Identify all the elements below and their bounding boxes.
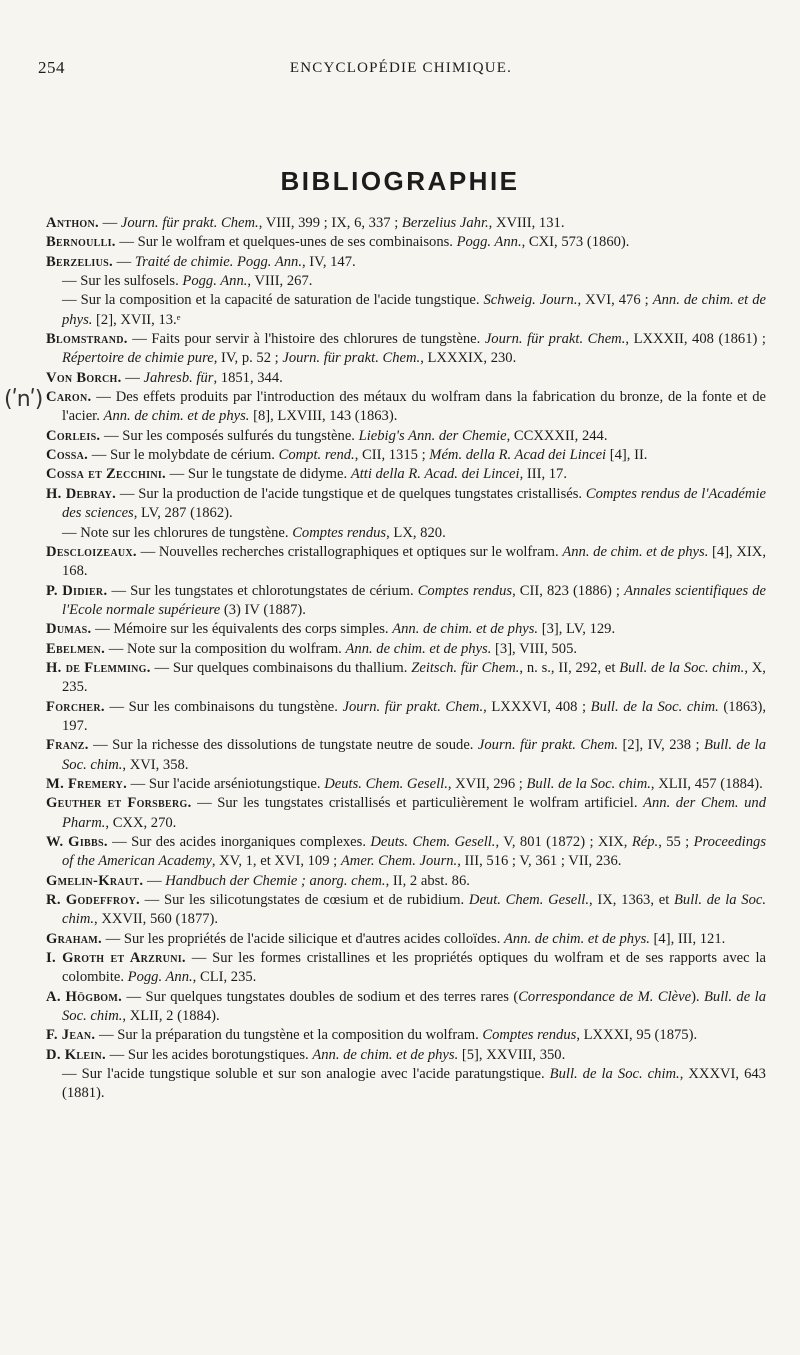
entry-text: , V, 801 (1872) ; XIX,: [495, 834, 632, 850]
entry-reference: Journ. für prakt. Chem.: [484, 331, 626, 348]
entry-text: — Sur les silicotungstates de cœsium et de rubidium.: [139, 892, 469, 909]
entry-text: — Note sur la composition du wolfram.: [105, 640, 346, 657]
entry-text: ).: [691, 988, 705, 1005]
entry-reference: Journ. für prakt. Chem.: [477, 737, 619, 754]
entry-text: , LXXXI, 95 (1875).: [576, 1027, 698, 1044]
entry-author: Berzelius.: [46, 253, 113, 270]
entry-author: Cossa et Zecchini.: [46, 466, 166, 483]
entry-reference: Ann. de chim. et de phys.: [312, 1046, 459, 1063]
entry-reference: Bull. de la Soc. chim.: [549, 1066, 680, 1083]
bibliography-entry: [46, 543, 766, 582]
entry-text: , 1851, 344.: [213, 369, 283, 386]
bibliography-entry: [46, 640, 766, 659]
entry-reference: Bull. de la Soc. chim.: [62, 988, 766, 1025]
entry-text: [3], VIII, 505.: [491, 640, 578, 657]
entry-reference: Pogg. Ann.: [127, 969, 193, 986]
entry-text: , X, 235.: [62, 659, 766, 696]
entry-text: , IV, 147.: [302, 253, 356, 270]
entry-author: Von Borch.: [46, 369, 122, 386]
entry-reference: Deut. Chem. Gesell.: [468, 892, 590, 909]
entry-text: — Mémoire sur les équivalents des corps simples.: [91, 621, 393, 638]
entry-reference: Compt. rend.: [278, 447, 355, 464]
entry-text: , CII, 1315 ;: [354, 447, 430, 464]
entry-text: , IV, p. 52 ;: [213, 350, 283, 367]
entry-text: , VIII, 267.: [247, 273, 313, 290]
entry-author: Blomstrand.: [46, 331, 128, 348]
entry-text: , n. s., II, 292, et: [519, 659, 620, 676]
bibliography-entry: [46, 775, 766, 794]
bibliography-entry: [46, 524, 766, 543]
bibliography-entry: [46, 427, 766, 446]
entry-reference: Ann. de chim. et de phys.: [562, 543, 709, 560]
entry-reference: Bull. de la Soc. chim.: [62, 737, 766, 773]
entry-reference: Ann. de chim. et de phys.: [345, 640, 492, 657]
entry-text: , III, 17.: [519, 466, 567, 483]
entry-reference: Ann. der Chem. und Pharm.: [62, 795, 766, 831]
entry-reference: Proceedings of the American Academy: [62, 834, 767, 870]
bibliography-entry: [46, 369, 766, 388]
entry-text: — Sur les combinaisons du tungstène.: [104, 698, 343, 715]
entry-text: — Sur des acides inorganiques complexes.: [107, 834, 371, 850]
entry-text: [8], LXVIII, 143 (1863).: [249, 408, 398, 425]
handwritten-margin-note: (ʹnʹ): [4, 387, 43, 412]
entry-reference: Comptes rendus de l'Académie des sciences: [62, 485, 766, 522]
entry-reference: Répertoire de chimie pure: [62, 350, 214, 367]
bibliography-entry: [46, 794, 766, 833]
entry-text: — Sur quelques combinaisons du thallium.: [150, 659, 412, 676]
entry-author: Bernoulli.: [46, 234, 116, 251]
entry-reference: Atti della R. Acad. dei Lincei: [350, 466, 520, 483]
entry-text: , XVII, 296 ;: [447, 775, 527, 792]
bibliography-entry: [46, 253, 766, 272]
entry-author: Geuther et Forsberg.: [46, 795, 192, 812]
entry-text: , XV, 1, et XVI, 109 ;: [211, 853, 341, 870]
entry-text: [2], IV, 238 ;: [618, 737, 705, 754]
bibliography-entry: [46, 388, 766, 427]
entry-author: D. Klein.: [46, 1046, 106, 1063]
entry-text: , LXXXVI, 408 ;: [483, 698, 591, 715]
entry-text: , III, 516 ; V, 361 ; VII, 236.: [457, 853, 622, 870]
entry-author: Anthon.: [46, 215, 99, 231]
entry-text: , VIII, 399 ; IX, 6, 337 ;: [258, 215, 402, 231]
entry-reference: Liebig's Ann. der Chemie: [358, 427, 507, 444]
entry-text: — Sur l'acide tungstique soluble et sur son analogie avec l'acide paratungstique.: [62, 1066, 550, 1083]
entry-reference: Jahresb. für: [143, 369, 214, 386]
bibliography-entry: [46, 698, 766, 737]
entry-reference: Deuts. Chem. Gesell.: [324, 775, 448, 792]
bibliography-entry: [46, 833, 766, 872]
entry-reference: Mém. della R. Acad dei Lincei: [429, 447, 607, 464]
entry-text: —: [121, 369, 144, 386]
entry-text: , XXVII, 560 (1877).: [94, 911, 219, 928]
entry-text: [2], XVII, 13.ᵉ: [92, 311, 181, 328]
bibliography-entry: [46, 291, 766, 330]
entry-text: — Sur les acides borotungstiques.: [106, 1046, 313, 1063]
entry-text: , 55 ;: [658, 834, 694, 850]
entry-reference: Schweig. Journ.: [483, 292, 578, 309]
entry-text: , LXXXIX, 230.: [420, 350, 517, 367]
entry-author: Forcher.: [46, 698, 105, 715]
entry-text: (1863), 197.: [62, 698, 766, 734]
entry-author: M. Fremery.: [46, 775, 128, 792]
entry-text: , LV, 287 (1862).: [133, 505, 233, 522]
entry-text: , XLII, 457 (1884).: [650, 775, 763, 792]
entry-author: Graham.: [46, 930, 102, 947]
entry-text: [5], XXVIII, 350.: [458, 1046, 566, 1063]
entry-text: , LX, 820.: [386, 524, 446, 541]
entry-text: — Sur quelques tungstates doubles de sodium et des terres rares (: [122, 988, 519, 1005]
entry-text: — Sur les propriétés de l'acide silicique et d'autres acides colloïdes.: [101, 930, 504, 947]
entry-reference: Bull. de la Soc. chim.: [619, 659, 745, 676]
entry-text: — Sur les tungstates et chlorotungstates de cérium.: [107, 582, 418, 599]
entry-reference: Traité de chimie. Pogg. Ann.: [134, 253, 302, 270]
entry-reference: Rép.: [631, 834, 659, 850]
entry-text: , IX, 1363, et: [589, 892, 674, 909]
entry-text: , XVIII, 131.: [488, 215, 565, 231]
entry-text: , II, 2 abst. 86.: [385, 872, 470, 889]
entry-text: — Sur la richesse des dissolutions de tungstate neutre de soude.: [88, 737, 478, 754]
entry-author: Descloizeaux.: [46, 543, 137, 560]
bibliography-entry: [46, 891, 766, 930]
entry-reference: Pogg. Ann.: [182, 273, 248, 290]
entry-text: — Sur le tungstate de didyme.: [165, 466, 351, 483]
entry-text: [4], XIX, 168.: [62, 543, 766, 580]
bibliography-entry: [46, 446, 766, 465]
entry-text: , XVI, 358.: [122, 756, 189, 773]
bibliography-entry: [46, 233, 766, 252]
entry-reference: Comptes rendus: [482, 1027, 577, 1044]
entry-author: Ebelmen.: [46, 640, 106, 657]
entry-text: — Sur la production de l'acide tungstique et de quelques tungstates cristallisés.: [116, 485, 586, 502]
entry-text: —: [98, 215, 121, 231]
entry-text: , XVI, 476 ;: [577, 292, 653, 309]
entry-author: H. Debray.: [46, 485, 117, 502]
entry-text: — Sur le molybdate de cérium.: [88, 447, 279, 464]
entry-text: (3) IV (1887).: [220, 601, 306, 618]
entry-reference: Comptes rendus: [292, 524, 387, 541]
running-title: ENCYCLOPÉDIE CHIMIQUE.: [289, 60, 513, 76]
entry-text: , CLI, 235.: [192, 969, 257, 986]
entry-author: Caron.: [46, 389, 92, 406]
entry-text: —: [143, 872, 166, 889]
entry-reference: Comptes rendus: [417, 582, 513, 599]
entry-text: , CII, 823 (1886) ;: [512, 582, 625, 599]
entry-author: Gmelin-Kraut.: [46, 872, 144, 889]
entry-reference: Amer. Chem. Journ.: [340, 853, 458, 870]
entry-text: — Sur la composition et la capacité de saturation de l'acide tungstique.: [62, 292, 484, 309]
bibliography-entry: [46, 1046, 766, 1065]
bibliography-entry: [46, 330, 766, 369]
entry-text: — Sur le wolfram et quelques-unes de ses combinaisons.: [115, 234, 457, 251]
entry-reference: Ann. de chim. et de phys.: [504, 930, 650, 947]
entry-reference: Ann. de chim. et de phys.: [392, 621, 539, 638]
entry-text: , CXX, 270.: [105, 814, 177, 831]
entry-text: , LXXXII, 408 (1861) ;: [625, 331, 766, 348]
entry-author: A. Högbom.: [46, 988, 123, 1005]
entry-text: , CCXXXII, 244.: [506, 427, 608, 444]
entry-text: — Des effets produits par l'introduction des métaux du wolfram dans la fabrication du bronze, de la fonte et de l'acier.: [62, 389, 766, 425]
entry-reference: Correspondance de M. Clève: [518, 988, 692, 1005]
bibliography-entry: [46, 1065, 766, 1104]
entry-text: [4], III, 121.: [649, 930, 726, 947]
entry-reference: Annales scientifiques de l'Ecole normale supérieure: [62, 582, 766, 618]
entry-author: Corleis.: [46, 427, 101, 444]
entry-text: — Sur les composés sulfurés du tungstène.: [100, 427, 359, 444]
entry-reference: Pogg. Ann.: [456, 234, 522, 251]
section-title: BIBLIOGRAPHIE: [280, 166, 520, 196]
entry-text: — Sur les formes cristallines et les propriétés optiques du wolfram et de ses rapports avec la colombite.: [62, 950, 766, 986]
entry-reference: Journ. für prakt. Chem.: [342, 698, 484, 715]
entry-author: I. Groth et Arzruni.: [46, 950, 186, 967]
entry-text: — Faits pour servir à l'histoire des chlorures de tungstène.: [127, 331, 485, 348]
bibliography-entry: [46, 620, 766, 639]
entry-reference: Bull. de la Soc. chim.: [526, 775, 651, 792]
entry-author: F. Jean.: [46, 1027, 96, 1044]
bibliography-entry: [46, 582, 766, 621]
entry-reference: Bull. de la Soc. chim.: [590, 698, 719, 715]
entry-text: [4], II.: [606, 447, 648, 464]
bibliography-entry: [46, 988, 766, 1027]
entry-author: Franz.: [46, 737, 89, 754]
entry-text: — Nouvelles recherches cristallographiques et optiques sur le wolfram.: [136, 543, 563, 560]
bibliography-entry: [46, 214, 766, 233]
entry-reference: Deuts. Chem. Gesell.: [370, 834, 496, 850]
entry-text: , XXXVI, 643 (1881).: [62, 1066, 766, 1102]
bibliography-entry: [46, 872, 766, 891]
entry-text: —: [112, 253, 135, 270]
entry-text: — Sur l'acide arséniotungstique.: [127, 775, 325, 792]
entry-reference: Bull. de la Soc. chim.: [62, 892, 766, 928]
entry-text: — Sur les tungstates cristallisés et particulièrement le wolfram artificiel.: [191, 795, 644, 812]
bibliography-entry: [46, 930, 766, 949]
entry-author: P. Didier.: [46, 582, 108, 599]
entry-author: R. Godeffroy.: [46, 892, 140, 909]
bibliography-entry: [46, 949, 766, 988]
entry-reference: Berzelius Jahr.: [401, 215, 489, 231]
bibliography-entry: [46, 736, 766, 775]
entry-author: H. de Flemming.: [46, 659, 151, 676]
bibliography-entry: [46, 659, 766, 698]
entry-reference: Journ. für prakt. Chem.: [282, 350, 421, 367]
entry-reference: Zeitsch. für Chem.: [411, 659, 520, 676]
entry-text: — Note sur les chlorures de tungstène.: [62, 524, 293, 541]
page-number: 254: [38, 58, 65, 77]
entry-text: — Sur la préparation du tungstène et la composition du wolfram.: [95, 1027, 483, 1044]
bibliography-entry: [46, 272, 766, 291]
entry-text: — Sur les sulfosels.: [62, 273, 183, 290]
entry-text: , XLII, 2 (1884).: [122, 1008, 220, 1025]
entry-reference: Handbuch der Chemie ; anorg. chem.: [165, 872, 386, 889]
bibliography-entry: [46, 1026, 766, 1045]
entry-text: , CXI, 573 (1860).: [521, 234, 630, 251]
running-head: [38, 58, 764, 82]
entry-reference: Journ. für prakt. Chem.: [120, 215, 259, 231]
entry-reference: Ann. de chim. et de phys.: [62, 292, 766, 328]
entry-reference: Ann. de chim. et de phys.: [103, 408, 250, 425]
bibliography-entry: [46, 465, 766, 484]
bibliography-list: [46, 214, 766, 1104]
entry-text: [3], LV, 129.: [538, 621, 616, 638]
entry-author: Cossa.: [46, 447, 89, 464]
entry-author: W. Gibbs.: [46, 834, 108, 850]
bibliography-entry: [46, 485, 766, 524]
entry-author: Dumas.: [46, 621, 92, 638]
